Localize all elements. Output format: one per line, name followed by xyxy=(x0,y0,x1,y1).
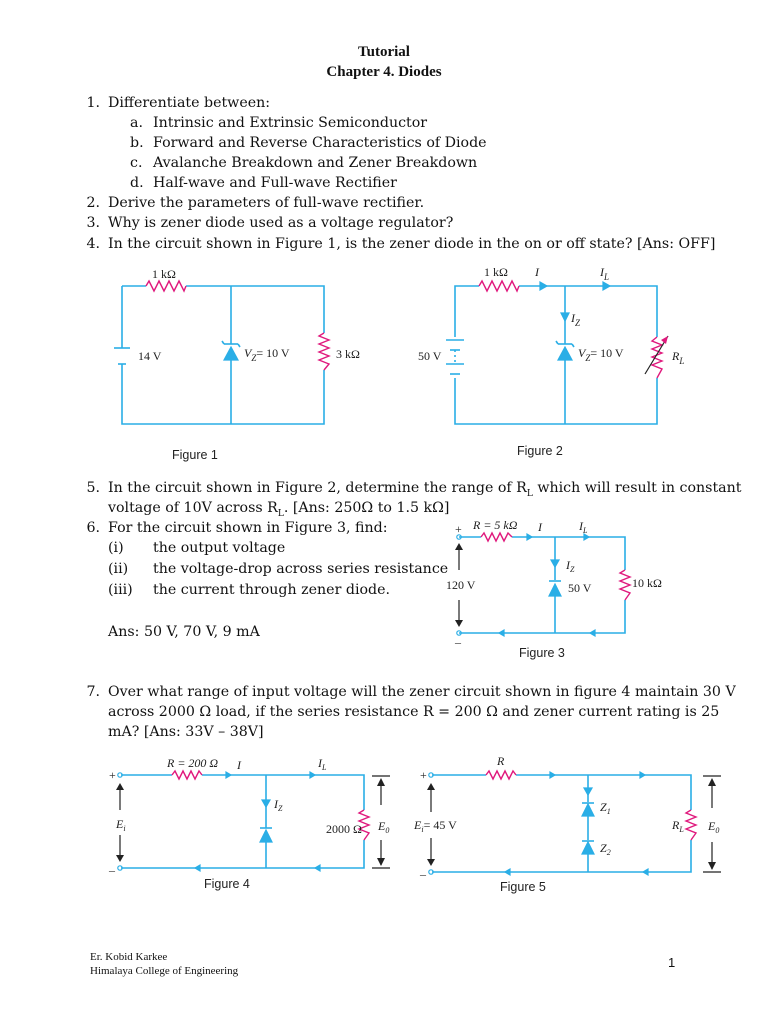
fig3-rl-label: 10 kΩ xyxy=(632,576,662,590)
q6-ii-roman: (ii) xyxy=(108,561,129,577)
q2-text: Derive the parameters of full-wave rectifier. xyxy=(108,195,425,211)
q7-line3: mA? [Ans: 33V – 38V] xyxy=(108,724,264,740)
fig3-r-label: R = 5 kΩ xyxy=(473,518,518,532)
q7-number: 7. xyxy=(86,684,100,700)
fig4-rl-label: 2000 Ω xyxy=(326,822,362,836)
q6-ii-text: the voltage-drop across series resistance xyxy=(153,561,449,577)
fig3-vz-label: 50 V xyxy=(568,581,592,595)
fig5-r-label: R xyxy=(497,754,505,768)
q6-number: 6. xyxy=(86,520,100,536)
fig5-z2-label: $Z_2$ xyxy=(600,841,611,857)
q6-iii-text: the current through zener diode. xyxy=(153,582,391,598)
fig2-caption: Figure 2 xyxy=(517,444,563,458)
fig5-z1-label: $Z_1$ xyxy=(600,800,611,816)
q2-number: 2. xyxy=(86,195,100,211)
q5-line2: voltage of 10V across $R_L$. [Ans: 250Ω to 1.5 kΩ] xyxy=(108,500,450,519)
page-number: 1 xyxy=(668,955,676,970)
fig3-minus: – xyxy=(455,635,461,649)
fig5-resistor-series xyxy=(486,771,516,779)
q6-answer: Ans: 50 V, 70 V, 9 mA xyxy=(108,624,260,640)
q1d-text: Half-wave and Full-wave Rectifier xyxy=(153,175,397,191)
q1b-letter: b. xyxy=(130,135,144,151)
q1-number: 1. xyxy=(86,95,100,111)
fig1-vz-label: $V_Z= 10$ V xyxy=(244,346,290,363)
fig5-minus: – xyxy=(420,867,426,881)
fig3-il-label: $I_L$ xyxy=(579,519,588,535)
fig4-ei-label: $E_i$ xyxy=(116,817,126,833)
q3-number: 3. xyxy=(86,215,100,231)
page-title: Tutorial xyxy=(358,44,410,60)
q7-line2: across 2000 Ω load, if the series resistance R = 200 Ω and zener current rating is 25 xyxy=(108,704,720,720)
fig1-caption: Figure 1 xyxy=(172,448,218,462)
fig5-caption: Figure 5 xyxy=(500,880,546,894)
fig5-ei-label: $E_i= 45$ V xyxy=(414,818,457,834)
footer-college: Himalaya College of Engineering xyxy=(90,965,239,977)
q5-line1: In the circuit shown in Figure 2, determine the range of $R_L$ which will result in constant xyxy=(108,480,742,499)
q4-text: In the circuit shown in Figure 1, is the zener diode in the on or off state? [Ans: OFF] xyxy=(108,236,716,252)
fig2-iz-label: $I_Z$ xyxy=(571,311,581,328)
fig1-source-label: 14 V xyxy=(138,349,162,363)
fig4-r-label: R = 200 Ω xyxy=(167,756,219,770)
footer-author: Er. Kobid Karkee xyxy=(90,951,168,963)
q1a-letter: a. xyxy=(130,115,143,131)
fig5-zener-diode-2 xyxy=(582,842,594,854)
fig5-plus: + xyxy=(420,768,427,782)
page-subtitle: Chapter 4. Diodes xyxy=(326,64,442,80)
q6-i-text: the output voltage xyxy=(153,540,286,556)
q1d-letter: d. xyxy=(130,175,144,191)
q1a-text: Intrinsic and Extrinsic Semiconductor xyxy=(153,115,428,131)
q6-iii-roman: (iii) xyxy=(108,582,133,598)
q1c-text: Avalanche Breakdown and Zener Breakdown xyxy=(153,155,478,171)
fig2-source-label: 50 V xyxy=(418,349,442,363)
fig5-eo-label: $E_0$ xyxy=(708,819,720,835)
fig2-r-series-label: 1 kΩ xyxy=(484,265,508,279)
q6-text: For the circuit shown in Figure 3, find: xyxy=(108,520,388,536)
fig3-caption: Figure 3 xyxy=(519,646,565,660)
q3-text: Why is zener diode used as a voltage regulator? xyxy=(108,215,454,231)
fig2-i-label: I xyxy=(535,265,539,279)
fig2-rl-label: $R_L$ xyxy=(672,349,685,366)
q5-number: 5. xyxy=(86,480,100,496)
fig5-resistor-load xyxy=(686,810,696,840)
q1c-letter: c. xyxy=(130,155,143,171)
fig4-plus: + xyxy=(109,768,116,782)
q4-number: 4. xyxy=(86,236,100,252)
fig4-il-label: $I_L$ xyxy=(318,756,327,772)
fig3-plus: + xyxy=(455,522,462,536)
fig2-vz-label: $V_Z= 10$ V xyxy=(578,346,624,363)
fig2-il-label: $I_L$ xyxy=(600,265,610,282)
fig3-i-label: I xyxy=(538,520,542,534)
fig5-rl-label: $R_L$ xyxy=(672,818,684,834)
fig1-r-load-label: 3 kΩ xyxy=(336,347,360,361)
fig3-iz-label: $I_Z$ xyxy=(566,558,575,574)
q6-i-roman: (i) xyxy=(108,540,124,556)
fig4-caption: Figure 4 xyxy=(204,877,250,891)
fig3-source-label: 120 V xyxy=(446,578,476,592)
q1b-text: Forward and Reverse Characteristics of Diode xyxy=(153,135,487,151)
q1-text: Differentiate between: xyxy=(108,95,271,111)
fig5-zener-diode-1 xyxy=(582,804,594,816)
fig4-eo-label: $E_0$ xyxy=(378,819,390,835)
q7-line1: Over what range of input voltage will the zener circuit shown in figure 4 maintain 30 V xyxy=(108,684,736,700)
fig1-r-series-label: 1 kΩ xyxy=(152,267,176,281)
fig4-i-label: I xyxy=(237,758,241,772)
fig4-iz-label: $I_Z$ xyxy=(274,797,283,813)
fig4-minus: – xyxy=(109,863,115,877)
